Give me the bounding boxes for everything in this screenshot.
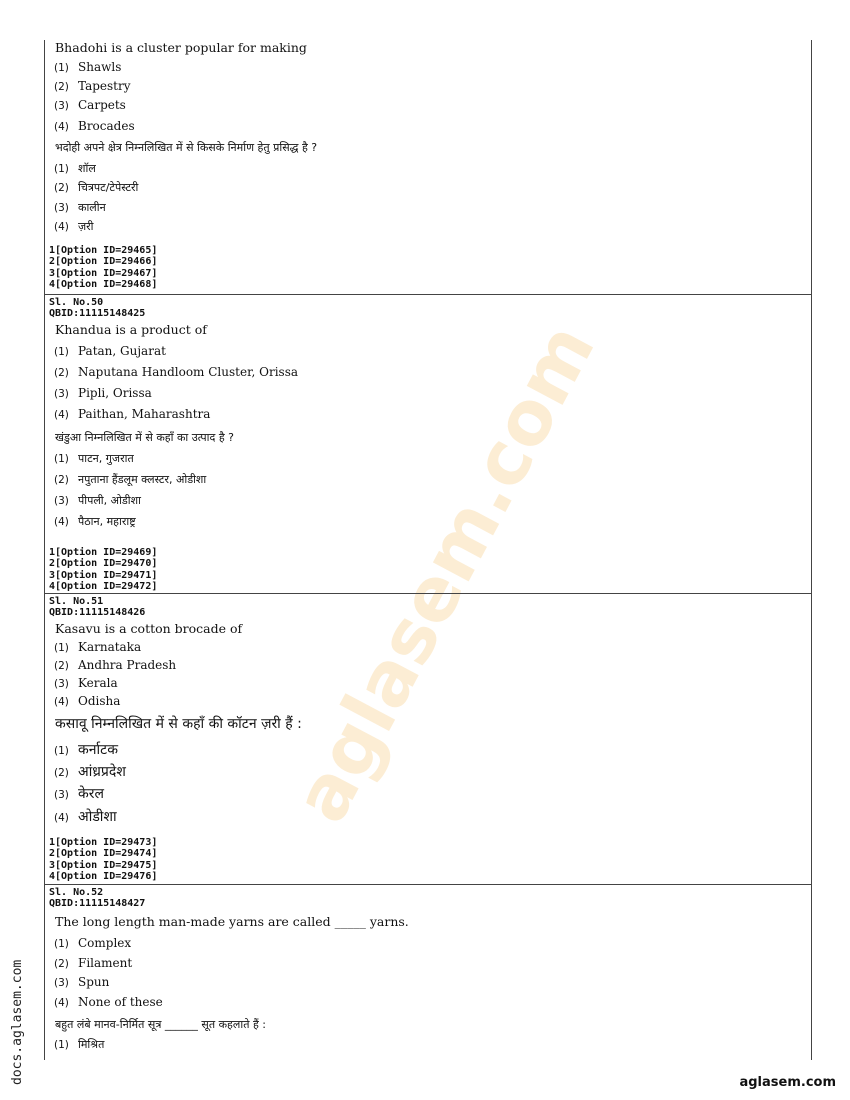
option-id-list xyxy=(49,547,157,593)
question-text-en: Kasavu is a cotton brocade of xyxy=(55,621,243,636)
option-id: 2[Option ID=29474] xyxy=(49,848,158,860)
option-id-list xyxy=(49,837,157,883)
option-1-en: (1) Patan, Gujarat xyxy=(54,344,166,358)
side-watermark-text: docs.aglasem.com xyxy=(10,959,25,1085)
qbid: QBID:11115148426 xyxy=(49,607,146,618)
serial-number: Sl. No.50 xyxy=(49,297,104,308)
option-2-en: (2) Andhra Pradesh xyxy=(54,658,177,672)
section-divider xyxy=(45,884,811,885)
option-4-en: (4) None of these xyxy=(54,995,163,1009)
serial-number: Sl. No.51 xyxy=(49,596,104,607)
option-4-hi: (4) पैठान, महाराष्ट्र xyxy=(54,515,136,528)
question-text-hi: कसावू निम्नलिखित में से कहाँ की कॉटन ज़री हैं : xyxy=(55,716,302,732)
qbid: QBID:11115148427 xyxy=(49,898,146,909)
option-2-hi: (2) नपुताना हैंडलूम क्लस्टर, ओडीशा xyxy=(54,473,207,486)
option-1-en: (1) Karnataka xyxy=(54,640,142,654)
option-4-en: (4) Paithan, Maharashtra xyxy=(54,407,211,421)
option-id: 3[Option ID=29467] xyxy=(49,267,158,279)
qbid: QBID:11115148425 xyxy=(49,308,146,319)
option-id: 4[Option ID=29472] xyxy=(49,581,158,593)
watermark: aglasem.com xyxy=(277,310,612,836)
question-text-hi: खंडुआ निम्नलिखित में से कहाँ का उत्पाद है ? xyxy=(55,431,235,444)
option-2-en: (2) Filament xyxy=(54,956,133,970)
option-2-hi: (2) आंध्रप्रदेश xyxy=(54,764,126,780)
question-paper-frame xyxy=(44,40,812,1060)
option-id: 2[Option ID=29466] xyxy=(49,256,158,268)
option-1-en: (1) Shawls xyxy=(54,60,122,74)
option-id: 4[Option ID=29468] xyxy=(49,279,158,291)
question-text-en: Khandua is a product of xyxy=(55,322,207,337)
option-4-en: (4) Odisha xyxy=(54,694,121,708)
option-1-en: (1) Complex xyxy=(54,936,132,950)
question-text-hi: भदोही अपने क्षेत्र निम्नलिखित में से किसके निर्माण हेतु प्रसिद्ध है ? xyxy=(55,141,318,154)
option-3-en: (3) Carpets xyxy=(54,98,126,112)
question-text-en: Bhadohi is a cluster popular for making xyxy=(55,40,307,55)
option-id: 1[Option ID=29469] xyxy=(49,547,158,558)
option-3-hi: (3) कालीन xyxy=(54,201,106,214)
option-1-hi: (1) मिश्रित xyxy=(54,1038,105,1051)
option-1-hi: (1) कर्नाटक xyxy=(54,742,118,758)
option-id-list xyxy=(49,245,157,291)
option-2-hi: (2) चित्रपट/टेपेस्टरी xyxy=(54,181,139,194)
option-2-en: (2) Naputana Handloom Cluster, Orissa xyxy=(54,365,299,379)
question-text-en: The long length man-made yarns are called _____ yarns. xyxy=(55,914,409,929)
option-3-en: (3) Spun xyxy=(54,975,110,989)
option-3-en: (3) Kerala xyxy=(54,676,118,690)
option-3-hi: (3) केरल xyxy=(54,786,104,802)
brand-footer: aglasem.com xyxy=(739,1075,836,1090)
option-id: 2[Option ID=29470] xyxy=(49,558,158,570)
serial-number: Sl. No.52 xyxy=(49,887,104,898)
question-text-hi: बहुत लंबे मानव-निर्मित सूत्र ______ सूत कहलाते हैं : xyxy=(55,1018,266,1031)
section-divider xyxy=(45,294,811,295)
option-id: 1[Option ID=29465] xyxy=(49,245,158,256)
option-3-en: (3) Pipli, Orissa xyxy=(54,386,152,400)
option-4-hi: (4) ओडीशा xyxy=(54,809,117,825)
option-id: 4[Option ID=29476] xyxy=(49,871,158,883)
section-divider xyxy=(45,593,811,594)
option-3-hi: (3) पीपली, ओडीशा xyxy=(54,494,141,507)
option-4-hi: (4) ज़री xyxy=(54,220,94,233)
option-id: 1[Option ID=29473] xyxy=(49,837,158,848)
option-1-hi: (1) पाटन, गुजरात xyxy=(54,452,134,465)
option-id: 3[Option ID=29475] xyxy=(49,859,158,871)
option-2-en: (2) Tapestry xyxy=(54,79,131,93)
option-id: 3[Option ID=29471] xyxy=(49,569,158,581)
option-4-en: (4) Brocades xyxy=(54,119,135,133)
option-1-hi: (1) शॉल xyxy=(54,162,96,175)
